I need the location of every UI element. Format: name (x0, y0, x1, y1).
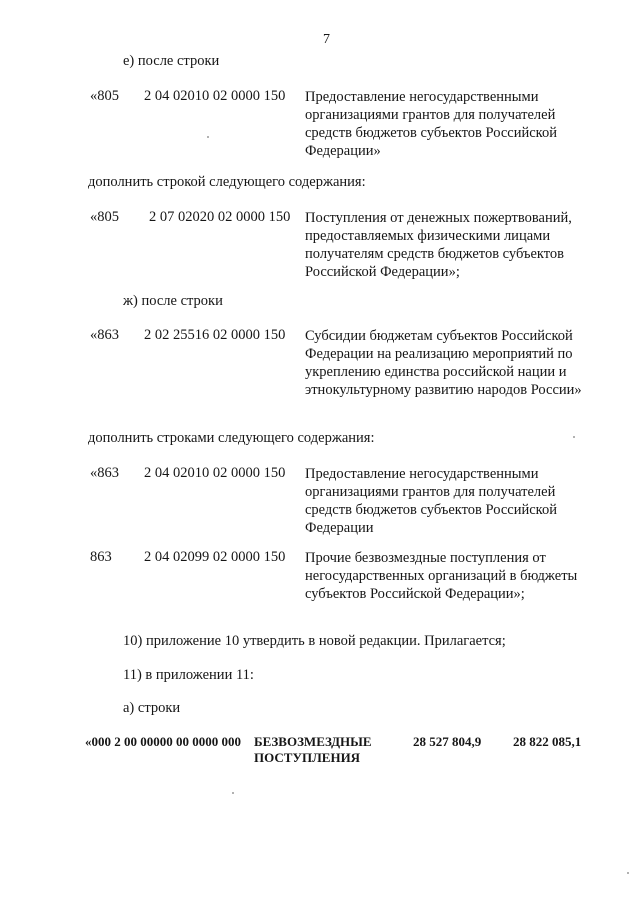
scan-speck (573, 436, 575, 438)
add-line-2: дополнить строками следующего содержания: (88, 430, 375, 446)
item-zh-label: ж) после строки (123, 293, 223, 309)
row-description: Предоставление негосударственными организациями грантов для получателей средств бюджетов субъектов Российской Федерации» (305, 89, 557, 159)
paragraph-10: 10) приложение 10 утвердить в новой редакции. Прилагается; (123, 633, 506, 649)
row-code: 2 07 02020 02 0000 150 (149, 209, 291, 225)
total-row-title: БЕЗВОЗМЕЗДНЫЕ ПОСТУПЛЕНИЯ (254, 734, 372, 765)
row-prefix: «805 (90, 88, 119, 104)
item-a-label: а) строки (123, 700, 181, 716)
row-prefix: 863 (90, 549, 112, 565)
scan-speck (207, 136, 209, 138)
row-code: 2 04 02010 02 0000 150 (144, 465, 286, 481)
scan-speck (232, 792, 234, 794)
total-row-value-1: 28 527 804,9 (413, 734, 482, 749)
row-description: Поступления от денежных пожертвований, предоставляемых физическими лицами получателям средств бюджетов субъектов Российской Федерации»; (305, 210, 572, 280)
paragraph-11: 11) в приложении 11: (123, 667, 254, 683)
row-prefix: «863 (90, 465, 119, 481)
total-row-value-2: 28 822 085,1 (513, 734, 582, 749)
row-prefix: «805 (90, 209, 119, 225)
add-line-1: дополнить строкой следующего содержания: (88, 174, 366, 190)
row-description: Предоставление негосударственными организациями грантов для получателей средств бюджетов субъектов Российской Федерации (305, 466, 557, 536)
total-row-code: «000 2 00 00000 00 0000 000 (85, 734, 241, 749)
row-code: 2 04 02099 02 0000 150 (144, 549, 286, 565)
row-prefix: «863 (90, 327, 119, 343)
row-description: Прочие безвозмездные поступления от негосударственных организаций в бюджеты субъектов Российской Федерации»; (305, 550, 578, 602)
row-code: 2 04 02010 02 0000 150 (144, 88, 286, 104)
page-number: 7 (323, 32, 330, 47)
row-code: 2 02 25516 02 0000 150 (144, 327, 286, 343)
row-description: Субсидии бюджетам субъектов Российской Федерации на реализацию мероприятий по укреплению единства российской нации и этнокультурному развитию народов России» (305, 328, 582, 398)
item-e-label: е) после строки (123, 53, 220, 69)
scan-speck (627, 872, 629, 874)
